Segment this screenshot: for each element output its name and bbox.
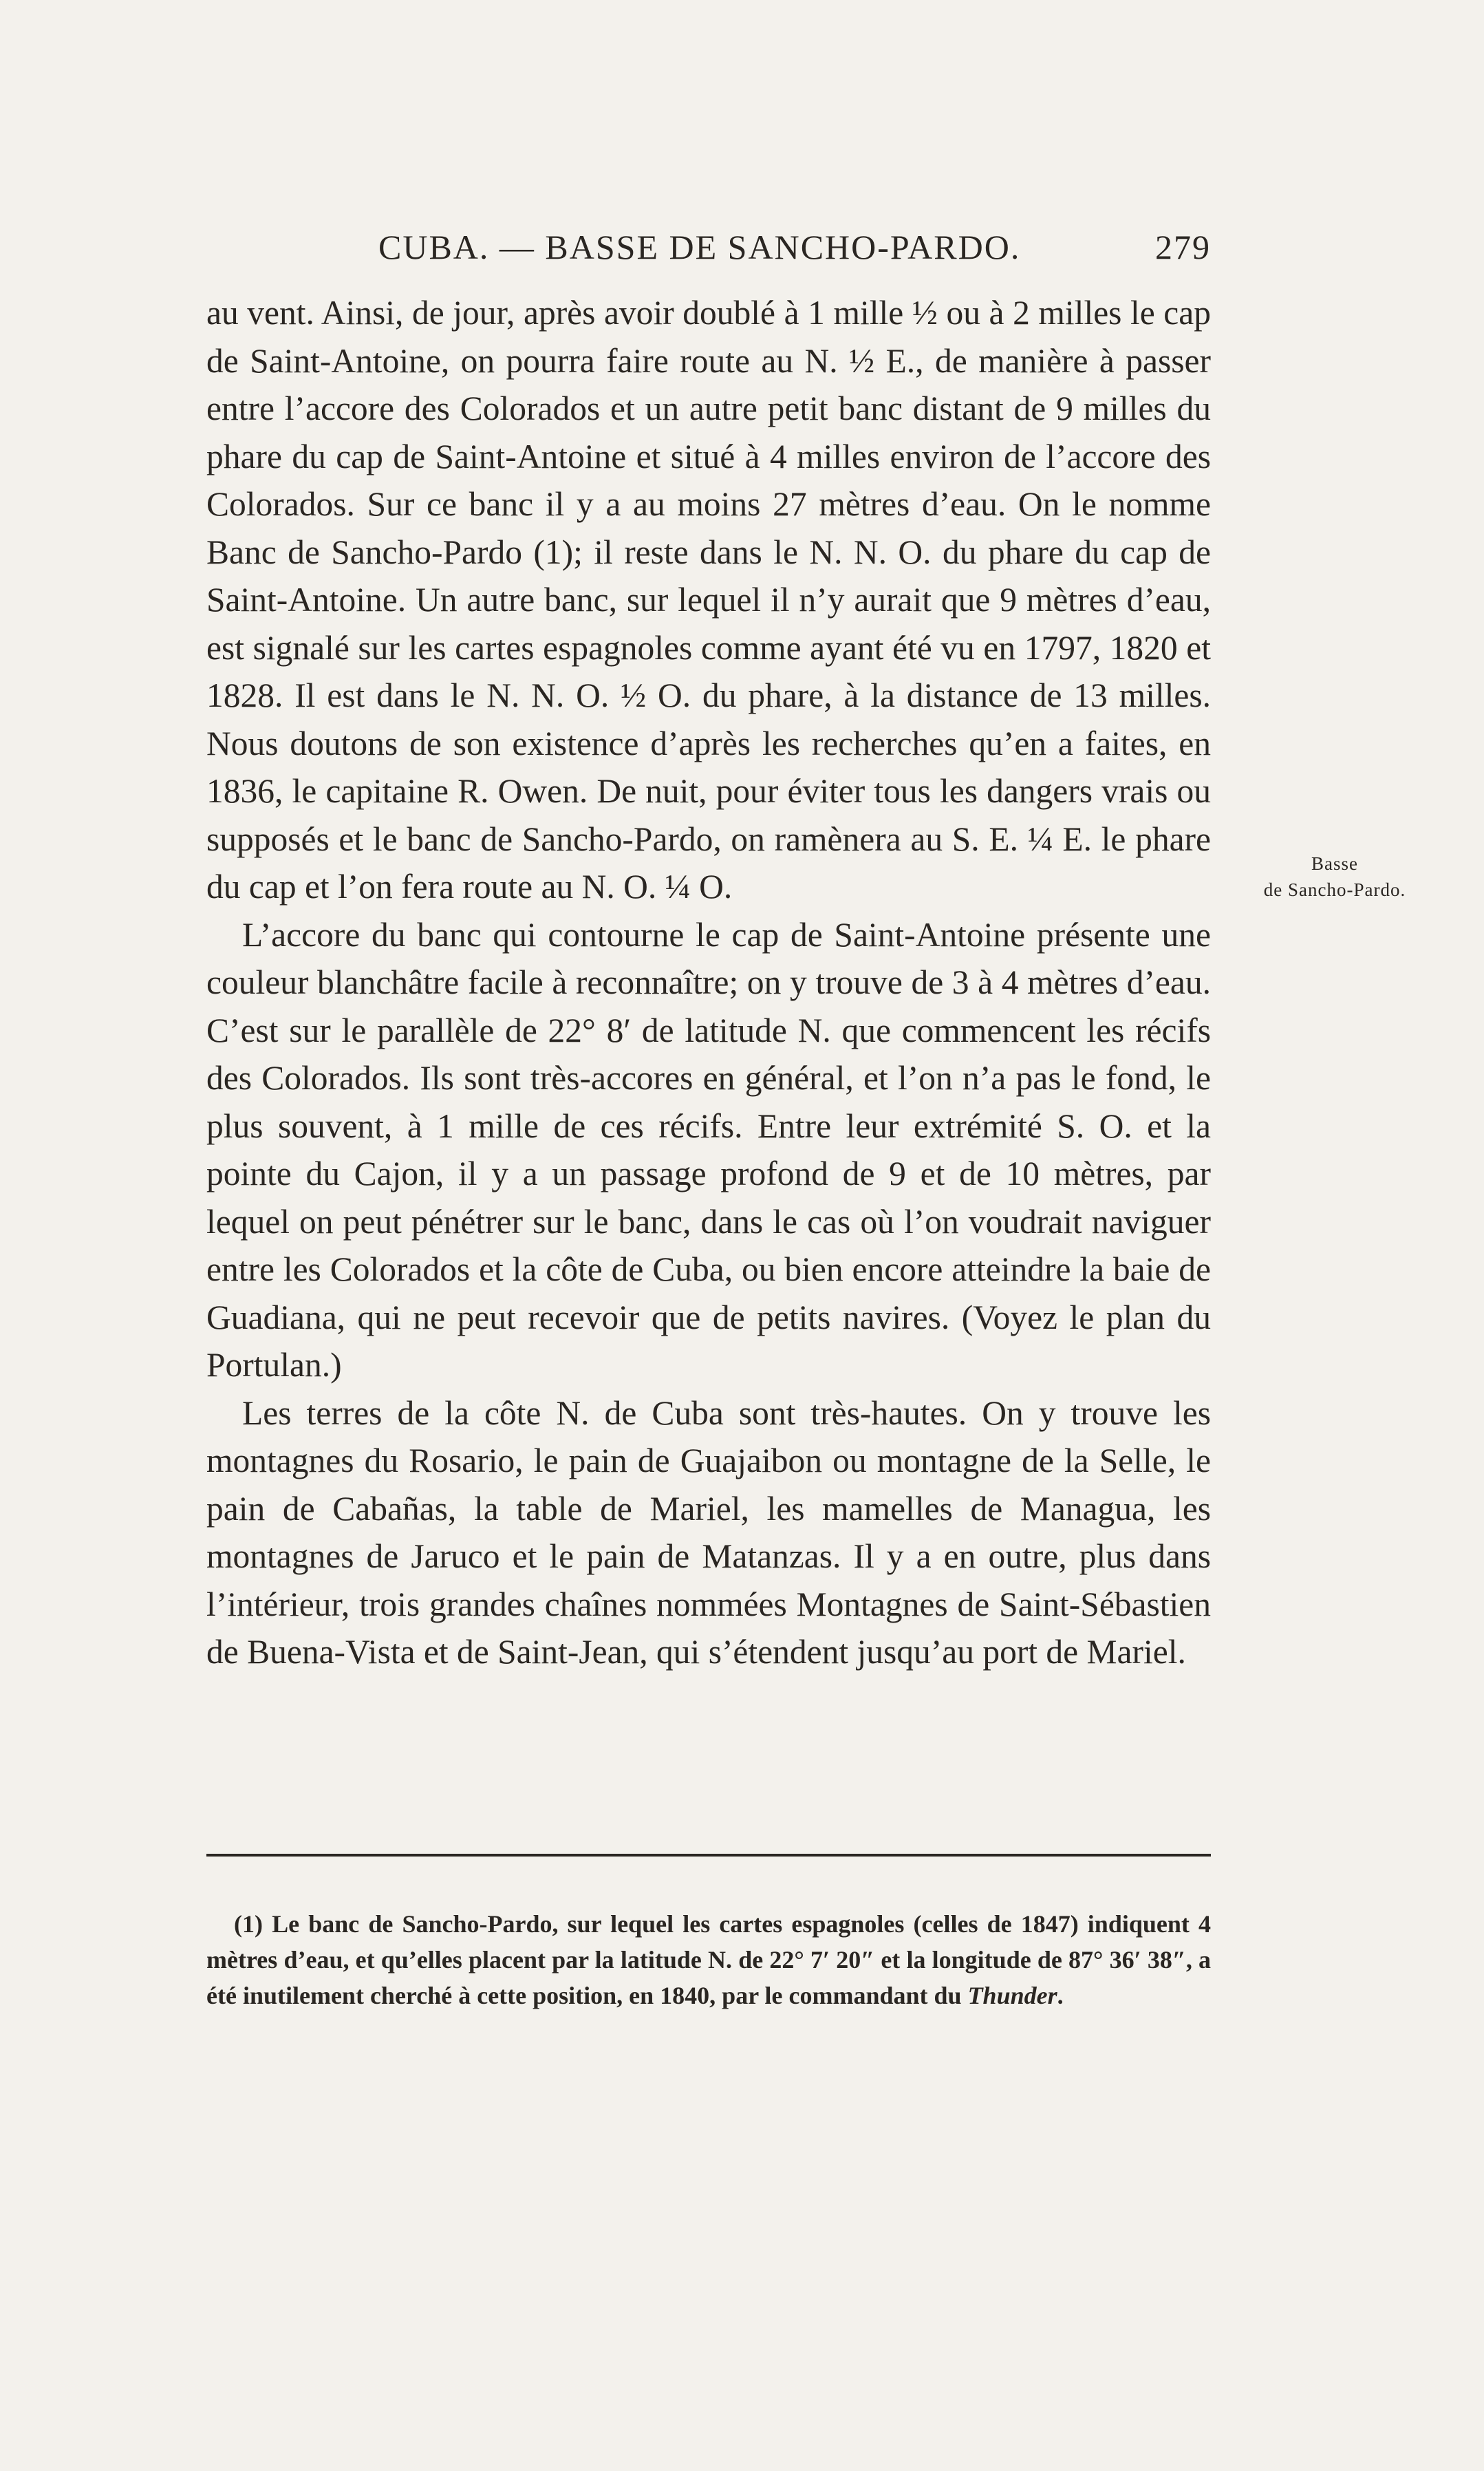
margin-note xyxy=(1232,851,1438,903)
margin-note-line-2: de Sancho-Pardo. xyxy=(1263,879,1406,900)
footnote xyxy=(206,1906,1211,2013)
running-head xyxy=(206,227,1211,275)
footnote-text xyxy=(206,1906,1211,2013)
running-head-title: CUBA. — BASSE DE SANCHO-PARDO. xyxy=(378,228,1021,266)
footnote-rule xyxy=(206,1854,1211,1857)
margin-note-line-1: Basse xyxy=(1311,853,1358,874)
page-number: 279 xyxy=(1155,228,1211,266)
footnote-text-end: . xyxy=(1057,1982,1064,2009)
paragraph-2: L’accore du banc qui contourne le cap de Saint-Antoine présente une couleur blanchâtre facile à reconnaître; on y trouve de 3 à 4 mètres d’eau. C’est sur le parallèle de 22° 8′ de latitude N. que commencent les récifs des Colorados. Ils sont très-accores en général, et l’on n’a pas le fond, le plus souvent, à 1 mille de ces récifs. Entre leur extrémité S. O. et la pointe du Cajon, il y a un passage profond de 9 et de 10 mètres, par lequel on peut pénétrer sur le banc, dans le cas où l’on voudrait naviguer entre les Colorados et la côte de Cuba, ou bien encore atteindre la baie de Guadiana, qui ne peut recevoir que de petits navires. (Voyez le plan du Portulan.) xyxy=(206,915,1211,1384)
footnote-text-main: (1) Le banc de Sancho-Pardo, sur lequel les cartes espagnoles (celles de 1847) indiquent 4 mètres d’eau, et qu’elles placent par la latitude N. de 22° 7′ 20″ et la longitude de 87° 36′ 38″, a été inutilement cherché à cette position, en 1840, par le commandant du xyxy=(206,1910,1211,2009)
footnote-ship-name: Thunder xyxy=(967,1982,1057,2009)
paragraph-1: au vent. Ainsi, de jour, après avoir doublé à 1 mille ½ ou à 2 milles le cap de Saint-Antoine, on pourra faire route au N. ½ E., de manière à passer entre l’accore des Colorados et un autre petit banc distant de 9 milles du phare du cap de Saint-Antoine et situé à 4 milles environ de l’accore des Colorados. Sur ce banc il y a au moins 27 mètres d’eau. On le nomme Banc de Sancho-Pardo (1); il reste dans le N. N. O. du phare du cap de Saint-Antoine. Un autre banc, sur lequel il n’y aurait que 9 mètres d’eau, est signalé sur les cartes espagnoles comme ayant été vu en 1797, 1820 et 1828. Il est dans le N. N. O. ½ O. du phare, à la distance de 13 milles. Nous doutons de son existence d’après les recherches qu’en a faites, en 1836, le capitaine R. Owen. De nuit, pour éviter tous les dangers vrais ou supposés et le banc de Sancho-Pardo, on ramènera au S. E. ¼ E. le phare du cap et l’on fera route au N. O. ¼ O. xyxy=(206,294,1211,906)
body-text xyxy=(206,289,1211,1676)
paragraph-3: Les terres de la côte N. de Cuba sont très-hautes. On y trouve les montagnes du Rosario, le pain de Guajaibon ou montagne de la Selle, le pain de Cabañas, la table de Mariel, les mamelles de Managua, les montagnes de Jaruco et le pain de Matanzas. Il y a en outre, plus dans l’intérieur, trois grandes chaînes nommées Montagnes de Saint-Sébastien de Buena-Vista et de Saint-Jean, qui s’étendent jusqu’au port de Mariel. xyxy=(206,1393,1211,1671)
